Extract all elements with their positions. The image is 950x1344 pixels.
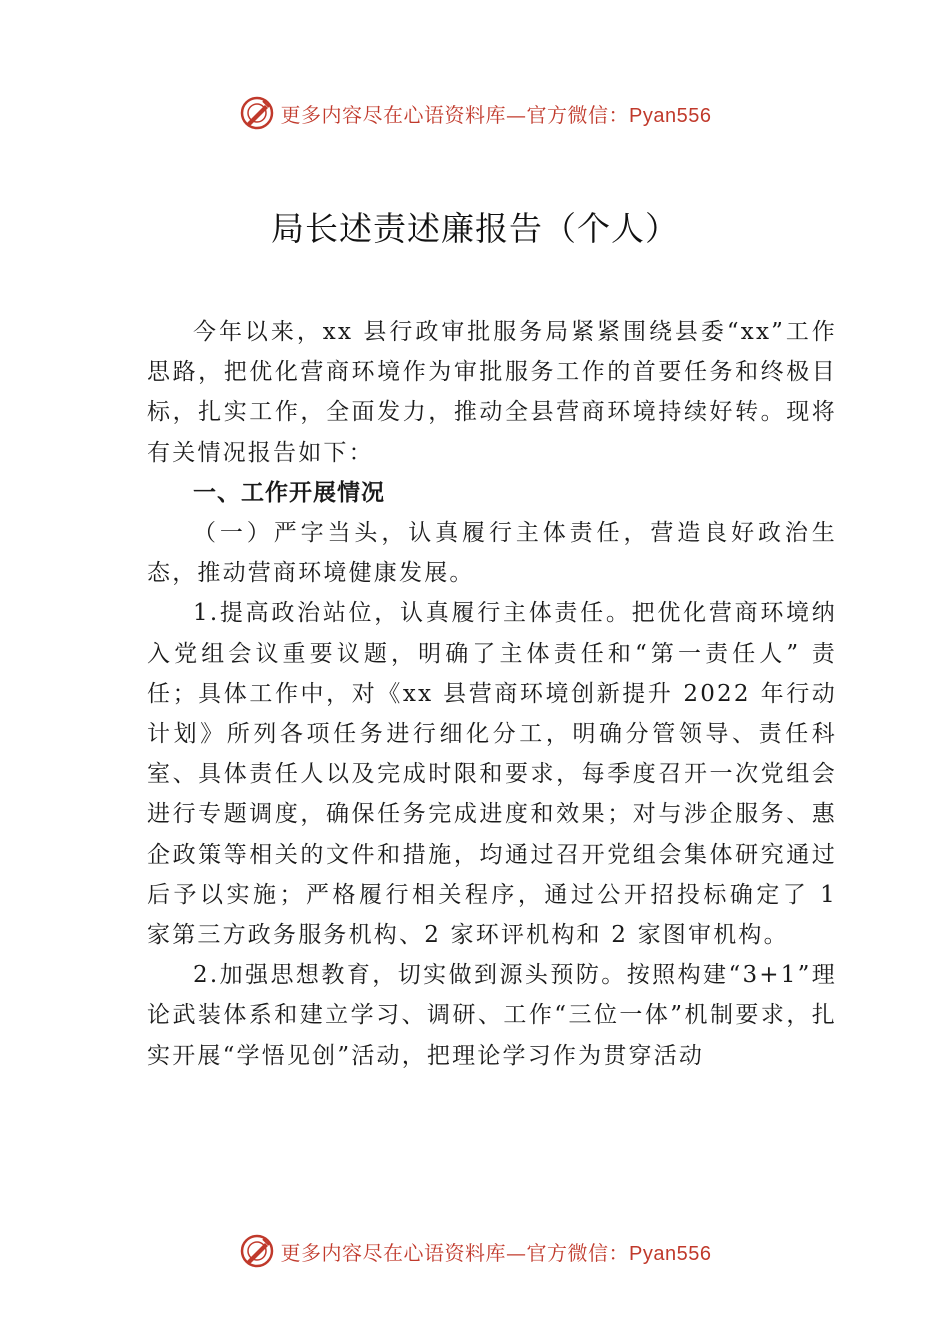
paragraph-2: 2.加强思想教育，切实做到源头预防。按照构建“3+1”理论武装体系和建立学习、调研、工作“三位一体”机制要求，扎实开展“学悟见创”活动，把理论学习作为贯穿活动 (147, 962, 837, 1069)
banner-brand: 更多内容尽在心语资料库 (280, 1240, 507, 1265)
banner-text (281, 99, 712, 128)
paragraph-1: 1.提高政治站位，认真履行主体责任。把优化营商环境纳入党组会议重要议题，明确了主体责任和“第一责任人” 责任；具体工作中，对《xx 县营商环境创新提升 2022 年行动计划》所列各项任务进行细化分工，明确分管领导、责任科室、具体责任人以及完成时限和要求，每季度召开一次党组会进行专题调度，确保任务完成进度和效果；对与涉企服务、惠企政策等相关的文件和措施，均通过召开党组会集体研究通过后予以实施；严格履行相关程序，通过公开招投标确定了 1 家第三方政务服务机构、2 家环评机构和 2 家图审机构。 (147, 600, 837, 949)
footer-banner (0, 1231, 950, 1271)
header-banner (0, 93, 950, 133)
banner-text (281, 1237, 712, 1266)
banner-wechat-label: 官方微信： (526, 1240, 630, 1265)
banner-wechat-id: Pyan556 (629, 1242, 712, 1265)
brand-logo-icon (239, 95, 275, 131)
brand-logo-icon (239, 1233, 275, 1269)
subsection-heading: （一）严字当头，认真履行主体责任，营造良好政治生态，推动营商环境健康发展。 (147, 520, 837, 587)
banner-wechat-label: 官方微信： (526, 102, 630, 127)
banner-wechat-id: Pyan556 (629, 104, 712, 127)
banner-dash: — (506, 102, 527, 127)
banner-brand: 更多内容尽在心语资料库 (280, 102, 507, 127)
banner-dash: — (506, 1240, 527, 1265)
document-body (147, 312, 837, 1076)
document-title: 局长述责述廉报告（个人） (271, 209, 679, 248)
section-heading: 一、工作开展情况 (193, 479, 385, 506)
intro-paragraph: 今年以来，xx 县行政审批服务局紧紧围绕县委“xx”工作思路，把优化营商环境作为审批服务工作的首要任务和终极目标，扎实工作，全面发力，推动全县营商环境持续好转。现将有关情况报告如下： (147, 319, 837, 466)
